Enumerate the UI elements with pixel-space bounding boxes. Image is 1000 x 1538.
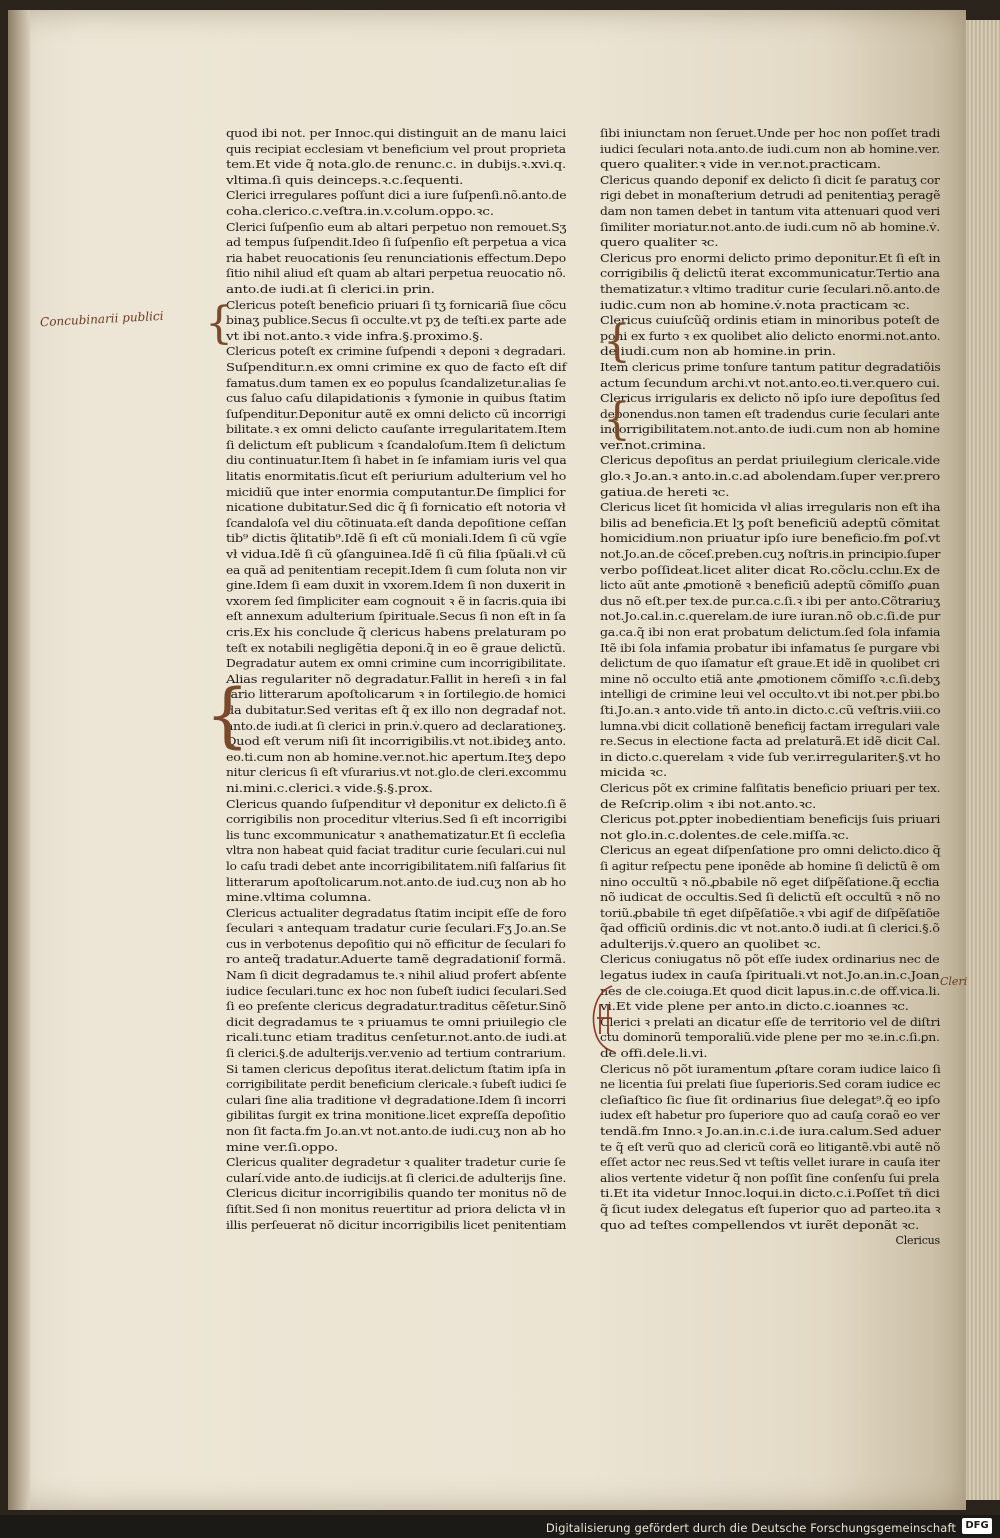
text-line: Clerici ꝛ prelati an dicatur eſſe de territorio vel de diſtri [600, 1015, 941, 1029]
text-line: poni ex furto ꝛ ex quolibet alio delicto enormi.not.anto. [600, 329, 941, 343]
text-line: nitur clericus ſi eſt vſurarius.vt not.glo.de cleri.excommu [226, 766, 567, 780]
text-line: ga.ca.q̃ ibi non erat probatum delictum.ſed ſola infamia [600, 626, 941, 639]
text-line: lis tunc excommunicatur ꝛ anathematizatur.Et ſi eccleſia [226, 828, 566, 842]
text-line: Itẽ ibi ſola infamia probatur ibi infamatus ſe purgare vbi [600, 641, 940, 655]
text-line: Alias regulariter nõ degradatur.Fallit in hereſi ꝛ in fal [226, 672, 567, 686]
text-line: ti.Et ita videtur Innoc.loqui.in dicto.c.i.Poſſet tñ dici [600, 1187, 940, 1201]
text-line: cus ſaluo caſu dilapidationis ꝛ ſymonie in quibus ſtatim [226, 392, 566, 406]
text-line: not.Jo.an.de cõceſ.preben.cuʒ noſtris.in principio.ſuper [600, 548, 941, 562]
text-line: litterarum apoſtolicarum.not.anto.de iud.cuʒ non ab ho [226, 875, 566, 889]
text-line: q̃ad officiũ ordinis.dic vt not.anto.ð iudi.at ſi clerici.§.õ [600, 922, 940, 936]
text-line: ro anteq̃ tradatur.Aduerte tamẽ degradationiſ formã. [226, 953, 567, 967]
text-line: illis perſeuerat nõ dicitur incorrigibilis licet penitentiam [226, 1218, 567, 1232]
text-line: ſeculari ꝛ antequam tradatur curie ſeculari.Fʒ Jo.an.Se [226, 922, 567, 936]
text-line: cus in verbotenus depoſitio qui nõ efficitur de ſeculari fo [226, 937, 566, 951]
text-line: ſitio nihil aliud eſt quam ab altari perpetua reuocatio nõ. [226, 267, 566, 281]
text-line: ctu dominorũ temporaliũ.vide plene per mo ꝛe.in.c.ſi.ꝑn. [600, 1031, 940, 1045]
text-line: Clericus nõ põt iuramentum ꝓſtare coram iudice laico ſi [600, 1062, 941, 1076]
text-line: ſuſpenditur.Deponitur autẽ ex omni delicto cũ incorrigi [226, 407, 566, 421]
text-line: Clericus cuiuſcũq̃ ordinis etiam in minoribus poteſt de [600, 314, 940, 328]
text-line: ſcandaloſa vel diu cõtinuata.eſt danda depoſitione ceſſan [226, 516, 567, 530]
text-line: not.Jo.cal.in.c.querelam.de iure iuran.nõ ob.c.ſi.de pur [600, 610, 941, 624]
text-line: bilis ad beneficia.Et lʒ poſt beneficiũ adeptũ cõmitat [600, 516, 940, 530]
text-line: Clericus qualiter degradetur ꝛ qualiter tradetur curie ſe [226, 1156, 566, 1170]
text-line: ver.not.crimina. [600, 438, 706, 452]
margin-bracket: { [205, 298, 233, 349]
dfg-logo: DFG [962, 1518, 992, 1534]
text-line: culari ſine alia traditione vł degradatione.Idem ſi incorri [226, 1093, 566, 1107]
text-line: ſiſtit.Sed ſi non monitus reuertitur ad priora delicta vł in [226, 1202, 566, 1216]
text-line: cleſiaſtico ſic ſiue ſit ordinarius ſiue delegat⁹.q̃ eo ipſo [600, 1093, 941, 1107]
text-line: micida ꝛc. [600, 766, 668, 780]
text-line: iudice ſeculari.tunc ex hoc non ſubeſt iudici ſeculari.Sed [226, 984, 567, 998]
text-line: ria habet reuocationis ſeu renunciationis effectum.Depo [226, 251, 566, 265]
text-line: rigi debet in monaſterium detrudi ad penitentiaʒ peragẽ [600, 189, 941, 203]
text-line: vltra non habeat quid faciat traditur curie ſeculari.cui nul [226, 844, 566, 858]
text-line: Clericus licet ſit homicida vł alias irregularis non eſt iha [600, 501, 941, 515]
text-line: delictum de quo iſamatur eſt graue.Et idẽ in quolibet cri [600, 657, 940, 671]
text-line: Clericus actualiter degradatus ſtatim incipit eſſe de foro [226, 906, 567, 920]
text-line: glo.ꝛ Jo.an.ꝛ anto.in.c.ad abolendam.ſuper ver.prero [600, 470, 941, 484]
text-line: Clericus coniugatus nõ põt eſſe iudex ordinarius nec de [600, 953, 940, 967]
margin-bracket: { [205, 674, 250, 756]
text-line: anto.de iudi.at ſi clerici.in prin. [226, 282, 435, 296]
text-line: quero qualiter ꝛc. [600, 236, 719, 250]
text-line: mine ver.ſi.oppo. [226, 1140, 339, 1154]
text-line: Suſpenditur.n.ex omni crimine ex quo de facto eſt dif [226, 360, 567, 374]
text-line: nes de cle.coiuga.Et quod dicit lapus.in.c.de off.vica.li. [600, 984, 941, 998]
text-line: dam non tamen debet in tantum vita attenuari quod veri [600, 204, 940, 218]
text-line: Clericus poteſt ex crimine ſuſpendi ꝛ deponi ꝛ degradari. [226, 345, 566, 359]
text-line: ricali.tunc etiam traditus cenſetur.not.anto.de iudi.at [226, 1031, 567, 1045]
text-line: diu continuatur.Item ſi habet in ſe infamiam iuris vel qua [226, 454, 567, 468]
text-line: vt ibi not.anto.ꝛ vide infra.§.proximo.§. [226, 329, 483, 343]
text-line: Clericus quando deponif ex delicto ſi dicit ſe paratuʒ cor [600, 173, 940, 187]
text-line: Nam ſi dicit degradamus te.ꝛ nihil aliud profert abſente [226, 969, 567, 983]
text-line: eſt annexum adulterium ſpirituale.Secus ſi non eſt in ſa [226, 610, 566, 624]
text-line: Clericus poteſt beneficio priuari ſi tʒ fornicariã ſiue cõcu [226, 298, 567, 312]
text-line: ne licentia ſui prelati ſiue ſuperioris.Sed coram iudice ec [600, 1078, 941, 1092]
text-line: intelligi de crimine leui vel occulto.vt ibi not.per pbi.bo [600, 688, 940, 702]
text-line: non ſit facta.fm Jo.an.vt not.anto.de iudi.cuʒ non ab ho [226, 1125, 566, 1138]
text-line: ea quã ad penitentiam recepit.Idem ſi cum ſoluta non vir [226, 563, 567, 577]
margin-note-left: Concubinarii publici [39, 308, 164, 330]
text-line: vi.Et vide plene per anto.in dicto.c.ioannes ꝛc. [600, 1000, 909, 1014]
margin-bracket: { [603, 394, 631, 445]
text-line: Item clericus prime tonſure tantum patitur degradatiõis [600, 360, 941, 374]
text-line: Clericus depoſitus an perdat priuilegium clericale.vide [600, 454, 940, 468]
text-line: q̃ ſicut iudex delegatus eſt ſuperior quo ad parteo.ita ꝛ [600, 1202, 941, 1216]
text-line: corrigibilis non proceditur vlterius.Sed ſi eſt incorrigibi [226, 813, 567, 827]
text-line: te q̃ eſt verũ quo ad clericũ corã eo litigantẽ.vbi autẽ nõ [600, 1140, 941, 1154]
text-line: tib⁹ dictis q̃litatib⁹.Idẽ ſi eſt cũ moniali.Idem ſi cũ vgĩe [226, 532, 567, 546]
page-gutter [8, 10, 30, 1510]
text-line: gine.Idem ſi eam duxit in vxorem.Idem ſi non duxerit in [226, 579, 566, 593]
text-line: toriũ.ꝓbabile tñ eget diſpẽſatiõe.ꝛ vbi agif de diſpẽſatiõe [600, 906, 940, 920]
text-line: nicatione dubitatur.Sed dic q̃ ſi fornicatio eſt notoria vł [226, 501, 566, 515]
text-line: adulterijs.v̇.quero an quolibet ꝛc. [600, 937, 821, 951]
text-line: coha.clerico.c.veſtra.in.v.colum.oppo.ꝛc. [226, 204, 494, 218]
text-line: de offi.dele.li.vi. [600, 1047, 708, 1061]
text-line: Clericus quando ſuſpenditur vł deponitur ex delicto.ſi ẽ [226, 797, 567, 811]
marginal-mark-icon [588, 982, 622, 1054]
text-line: re.Secus in electione facta ad prelaturã.Et idẽ dicit Cal. [600, 735, 941, 749]
text-line: teſt ex notabili negligẽtia deponi.q̃ in eo ẽ graue delictũ. [226, 641, 566, 655]
text-line: dus nõ eſt.per tex.de pur.ca.c.ſi.ꝛ ibi per anto.Cõtrariuʒ [600, 594, 941, 608]
text-line: litatis enormitatis.ſicut eſt periurium adulterium vel ho [226, 470, 567, 484]
text-line: vltima.ſi quis deinceps.ꝛ.c.ſequenti. [226, 173, 464, 187]
text-column-right [600, 126, 940, 1249]
text-line: quod ibi not. per Innoc.qui distinguit an de manu laici [226, 127, 567, 140]
text-line: in dicto.c.querelam ꝛ vide ſub ver.irregulariter.§.vt ho [600, 750, 941, 764]
text-column-left [226, 126, 566, 1233]
text-line: ſimiliter moriatur.not.anto.de iudi.cum nõ ab homine.v̇. [600, 220, 941, 234]
text-line: ad tempus ſuſpendit.Ideo ſi ſuſpenſio eſt perpetua a vica [226, 236, 567, 250]
text-line: ſi eo preſente clericus degradatur.traditus cẽſetur.Sinõ [226, 1000, 567, 1014]
text-line: bilitate.ꝛ ex omni delicto cauſante irregularitatem.Item [226, 423, 567, 437]
text-line: quis recipiat ecclesiam vt beneficium vel prout proprieta [226, 142, 566, 156]
text-line: quero qualiter.ꝛ vide in ver.not.practicam. [600, 158, 881, 172]
text-line: da dubitatur.Sed veritas eſt q̃ ex illo non degradaf not. [226, 703, 567, 717]
text-line: de Reſcrip.olim ꝛ ibi not.anto.ꝛc. [600, 797, 817, 811]
text-line: dicit degradamus te ꝛ priuamus te omni priuilegio cle [226, 1015, 567, 1029]
text-line: binaʒ publice.Secus ſi occulte.vt pʒ de teſti.ex parte ade [226, 314, 567, 328]
text-line: incorrigibilitatem.not.anto.de iudi.cum non ab homine [600, 423, 940, 437]
text-line: lumna.vbi dicit collationẽ beneficij factam irregulari vale [600, 719, 940, 733]
text-line: Clericus irrigularis ex delicto nõ ipſo iure depoſitus ſed [600, 392, 941, 406]
text-line: anto.de iudi.at ſi clerici in prin.v̇.quero ad declarationeʒ. [226, 719, 567, 733]
text-line: actum ſecundum archi.vt not.anto.eo.ti.ver.quero cui. [600, 376, 940, 390]
text-line: Clerici irregulares poſſunt dici a iure ſuſpenſi.nõ.anto.de [226, 189, 567, 203]
text-line: lo caſu tradi debet ante incorrigibilitatem.niſi falſarius ſit [226, 859, 566, 873]
margin-bracket: { [603, 316, 631, 367]
text-line: Degradatur autem ex omni crimine cum incorrigibilitate. [226, 657, 566, 671]
text-line: eo.ti.cum non ab homine.ver.not.hic apertum.Iteʒ depo [226, 750, 566, 764]
text-line: thematizatur.ꝛ vltimo traditur curie ſeculari.nõ.anto.de [600, 282, 940, 296]
text-line: corrigibilitate perdit beneficium clericale.ꝛ ſubeſt iudici ſe [226, 1078, 567, 1092]
text-line: cularí.vide anto.de iudicijs.at ſi clerici.de adulterijs ſine. [226, 1171, 567, 1185]
text-line: mine nõ occulto etiã ante ꝓmotionem cõmiſſo ꝛ.c.ſi.debʒ [600, 672, 940, 686]
text-line: Clericus põt ex crimine falſitatis beneficio priuari per tex. [600, 781, 941, 795]
text-line: eſſet actor nec reus.Sed vt teſtis vellet iurare in cauſa iter [600, 1156, 940, 1170]
text-line: homicidium.non priuatur ipſo iure beneficio.fm ꝑoſ.vt [600, 532, 941, 546]
footer-credit: Digitalisierung gefördert durch die Deutsche Forschungsgemeinschaft [545, 1521, 956, 1535]
text-line: ſi delictum eſt publicum ꝛ ſcandaloſum.Item ſi delictum [226, 438, 566, 452]
text-line: corrigibilis q̃ delictũ iterat excommunicatur.Tertio ana [600, 267, 940, 281]
text-line: Quod eſt verum niſi ſit incorrigibilis.vt not.ibideʒ anto. [226, 735, 567, 749]
text-line: ſario litterarum apoſtolicarum ꝛ in ſortilegio.de homici [226, 688, 566, 702]
text-line: Clericus an egeat diſpenſatione pro omni delicto.dico q̃ [600, 844, 941, 858]
text-line: gibilitas ſurgit ex trina monitione.licet expreſſa depoſitio [226, 1109, 566, 1123]
text-line: Si tamen clericus depoſitus iterat.delictum ſtatim ipſa in [226, 1062, 566, 1076]
text-line: ni.mini.c.clerici.ꝛ vide.§.§.prox. [226, 781, 433, 795]
text-line: verbo poſſideat.licet aliter dicat Ro.cõclu.cclııı.Ex de [600, 563, 940, 577]
catchword: Clericus [895, 1234, 940, 1248]
text-line: vxorem ſed ſimpliciter eam cognouit ꝛ ẽ in ſacris.quia ibi [226, 594, 566, 608]
text-line: famatus.dum tamen ex eo populus ſcandalizetur.alias ſe [226, 376, 567, 390]
margin-note-right: Cleri [940, 975, 968, 988]
text-line: iudici ſeculari nota.anto.de iudi.cum non ab homine.ver. [600, 142, 940, 156]
text-line: tem.Et vide q̃ nota.glo.de renunc.c. in dubijs.ꝛ.xvi.q. [226, 158, 566, 172]
text-line: Clericus dicitur incorrigibilis quando ter monitus nõ de [226, 1187, 567, 1201]
text-line: ſi agitur reſpectu pene iponẽde ab homine ſi delictũ ẽ om [600, 859, 940, 873]
text-line: nõ iudicat de occultis.Sed ſi delictũ eſt occultũ ꝛ nõ no [600, 891, 941, 905]
text-line: alios vertente videtur q̃ non poſſit ſine conſenſu ſui prela [600, 1171, 940, 1185]
text-line: deponendus.non tamen eſt tradendus curie ſeculari ante [600, 407, 940, 421]
text-line: quo ad teſtes compellendos vt iurẽt deponãt ꝛc. [600, 1218, 920, 1232]
text-line: vł vidua.Idẽ ſi cũ ꝯſanguinea.Idẽ ſi cũ filia ſpũali.vł cũ [226, 548, 567, 562]
text-line: ſti.Jo.an.ꝛ anto.vide tñ anto.in dicto.c.cũ veſtris.viii.co [600, 703, 941, 717]
text-line: Clerici ſuſpenſio eum ab altari perpetuo non remouet.Sʒ [226, 220, 567, 234]
text-line: ſibi iniunctam non ſeruet.Unde per hoc non poſſet tradi [600, 127, 941, 140]
text-line: micidiũ que inter enormia computantur.De ſimplici for [226, 485, 566, 499]
text-line: ſi clerici.§.de adulterijs.ver.venio ad tertium contrarium. [226, 1047, 566, 1061]
text-line: Clericus pot.ꝑpter inobedientiam beneficijs ſuis priuari [600, 813, 941, 827]
text-line: licto aũt ante ꝓmotionẽ ꝛ beneficiũ adeptũ cõmiſſo ꝓuan [600, 579, 940, 593]
text-line: Clericus pro enormi delicto primo deponitur.Et ſi eſt in [600, 251, 941, 265]
text-line: cris.Ex his conclude q̃ clericus habens prelaturam po [226, 626, 566, 639]
text-line: not glo.in.c.dolentes.de cele.miſſa.ꝛc. [600, 828, 849, 842]
text-line: nino occultũ ꝛ nõ.ꝓbabile nõ eget diſpẽſatione.q̃ eccꝉia [600, 875, 940, 889]
text-line: gatiua.de hereti ꝛc. [600, 485, 730, 499]
text-line: tendã.fm Inno.ꝛ Jo.an.in.c.i.de iura.calum.Sed aduer [600, 1125, 941, 1138]
text-line: iudic.cum non ab homine.v̇.nota practicam ꝛc. [600, 298, 910, 312]
text-line: legatus iudex in cauſa ſpirituali.vt not.Jo.an.in.c.Joan [600, 969, 940, 983]
text-line: mine.vltima columna. [226, 891, 372, 905]
text-line: de iudi.cum non ab homine.in prin. [600, 345, 836, 359]
text-line: iudex eſt habetur pro ſuperiore quo ad cauſa̲ coraõ eo ver [600, 1109, 940, 1123]
